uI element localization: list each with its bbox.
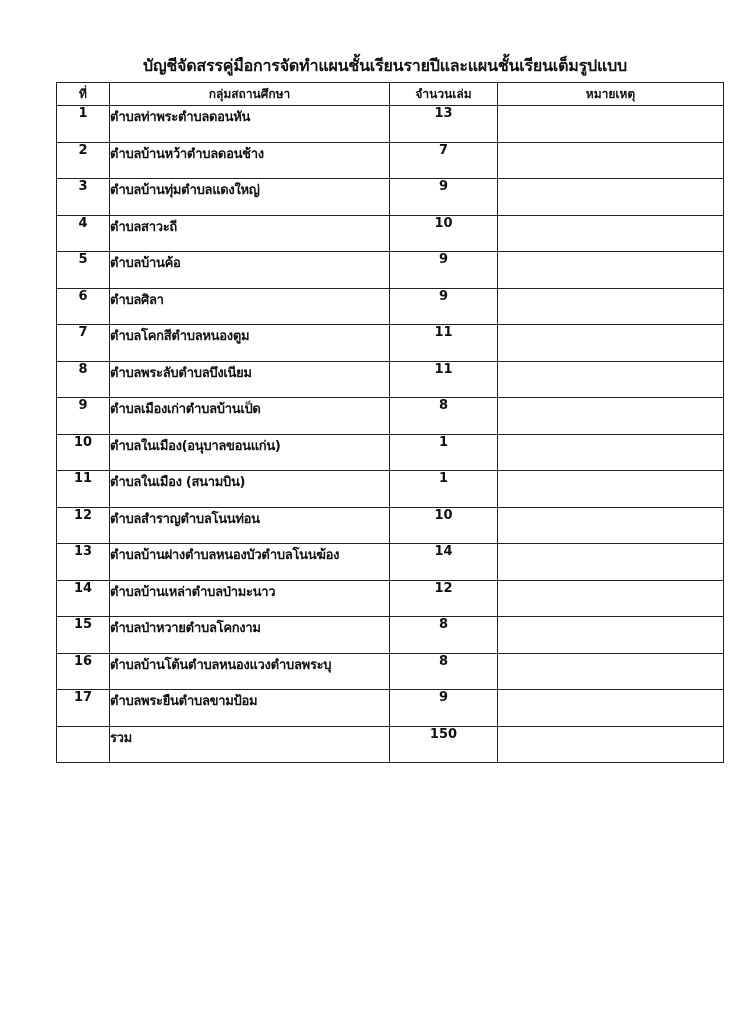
total-number-cell bbox=[57, 726, 110, 763]
table-row bbox=[57, 325, 724, 362]
row-quantity: 11 bbox=[390, 325, 498, 362]
row-group-name: ตำบลศิลา bbox=[110, 288, 390, 325]
row-quantity: 12 bbox=[390, 580, 498, 617]
row-number: 4 bbox=[57, 215, 110, 252]
row-quantity: 14 bbox=[390, 544, 498, 581]
row-group-name: ตำบลท่าพระตำบลดอนหัน bbox=[110, 106, 390, 143]
row-number: 17 bbox=[57, 690, 110, 727]
row-quantity: 1 bbox=[390, 471, 498, 508]
row-remarks bbox=[498, 653, 724, 690]
table-row bbox=[57, 507, 724, 544]
row-quantity: 13 bbox=[390, 106, 498, 143]
table-row bbox=[57, 580, 724, 617]
row-remarks bbox=[498, 544, 724, 581]
table-row bbox=[57, 398, 724, 435]
row-remarks bbox=[498, 252, 724, 289]
row-number: 3 bbox=[57, 179, 110, 216]
row-group-name: ตำบลบ้านค้อ bbox=[110, 252, 390, 289]
total-remarks bbox=[498, 726, 724, 763]
row-group-name: ตำบลเมืองเก่าตำบลบ้านเป็ด bbox=[110, 398, 390, 435]
row-quantity: 9 bbox=[390, 690, 498, 727]
row-group-name: ตำบลสาวะถี bbox=[110, 215, 390, 252]
row-quantity: 9 bbox=[390, 252, 498, 289]
allocation-table bbox=[56, 82, 724, 763]
row-number: 12 bbox=[57, 507, 110, 544]
table-row bbox=[57, 690, 724, 727]
row-quantity: 8 bbox=[390, 653, 498, 690]
table-row bbox=[57, 142, 724, 179]
row-quantity: 1 bbox=[390, 434, 498, 471]
table-row bbox=[57, 215, 724, 252]
row-number: 8 bbox=[57, 361, 110, 398]
table-row bbox=[57, 288, 724, 325]
table-row bbox=[57, 106, 724, 143]
row-number: 11 bbox=[57, 471, 110, 508]
header-quantity: จำนวนเล่ม bbox=[390, 83, 498, 106]
row-quantity: 8 bbox=[390, 617, 498, 654]
row-number: 9 bbox=[57, 398, 110, 435]
row-number: 15 bbox=[57, 617, 110, 654]
row-quantity: 9 bbox=[390, 179, 498, 216]
row-quantity: 10 bbox=[390, 215, 498, 252]
row-remarks bbox=[498, 142, 724, 179]
row-group-name: ตำบลบ้านทุ่มตำบลแดงใหญ่ bbox=[110, 179, 390, 216]
row-group-name: ตำบลสำราญตำบลโนนท่อน bbox=[110, 507, 390, 544]
row-number: 7 bbox=[57, 325, 110, 362]
row-remarks bbox=[498, 179, 724, 216]
row-group-name: ตำบลป่าหวายตำบลโคกงาม bbox=[110, 617, 390, 654]
table-row bbox=[57, 653, 724, 690]
row-group-name: ตำบลบ้านโต้นตำบลหนองแวงตำบลพระบุ bbox=[110, 653, 390, 690]
row-remarks bbox=[498, 617, 724, 654]
row-quantity: 7 bbox=[390, 142, 498, 179]
row-quantity: 8 bbox=[390, 398, 498, 435]
total-row bbox=[57, 726, 724, 763]
row-group-name: ตำบลบ้านฝางตำบลหนองบัวตำบลโนนฆ้อง bbox=[110, 544, 390, 581]
row-group-name: ตำบลในเมือง (สนามบิน) bbox=[110, 471, 390, 508]
row-remarks bbox=[498, 215, 724, 252]
row-number: 13 bbox=[57, 544, 110, 581]
row-remarks bbox=[498, 325, 724, 362]
header-no: ที่ bbox=[57, 83, 110, 106]
row-group-name: ตำบลพระลับตำบลบึงเนียม bbox=[110, 361, 390, 398]
row-group-name: ตำบลบ้านเหล่าตำบลป่ามะนาว bbox=[110, 580, 390, 617]
total-quantity: 150 bbox=[390, 726, 498, 763]
row-number: 16 bbox=[57, 653, 110, 690]
row-group-name: ตำบลบ้านหว้าตำบลดอนช้าง bbox=[110, 142, 390, 179]
row-number: 2 bbox=[57, 142, 110, 179]
row-group-name: ตำบลโคกสีตำบลหนองตูม bbox=[110, 325, 390, 362]
row-group-name: ตำบลในเมือง(อนุบาลขอนแก่น) bbox=[110, 434, 390, 471]
row-number: 1 bbox=[57, 106, 110, 143]
row-number: 10 bbox=[57, 434, 110, 471]
row-quantity: 11 bbox=[390, 361, 498, 398]
table-row bbox=[57, 617, 724, 654]
row-remarks bbox=[498, 471, 724, 508]
row-number: 14 bbox=[57, 580, 110, 617]
table-row bbox=[57, 544, 724, 581]
row-number: 5 bbox=[57, 252, 110, 289]
total-label: รวม bbox=[110, 726, 390, 763]
row-quantity: 9 bbox=[390, 288, 498, 325]
row-remarks bbox=[498, 288, 724, 325]
row-remarks bbox=[498, 361, 724, 398]
table-body bbox=[57, 106, 724, 763]
table-header-row bbox=[57, 83, 724, 106]
table-row bbox=[57, 361, 724, 398]
row-remarks bbox=[498, 398, 724, 435]
row-quantity: 10 bbox=[390, 507, 498, 544]
row-remarks bbox=[498, 106, 724, 143]
row-number: 6 bbox=[57, 288, 110, 325]
table-row bbox=[57, 471, 724, 508]
row-group-name: ตำบลพระยืนตำบลขามป้อม bbox=[110, 690, 390, 727]
row-remarks bbox=[498, 690, 724, 727]
header-remarks: หมายเหตุ bbox=[498, 83, 724, 106]
row-remarks bbox=[498, 580, 724, 617]
table-row bbox=[57, 434, 724, 471]
table-row bbox=[57, 252, 724, 289]
row-remarks bbox=[498, 434, 724, 471]
table-row bbox=[57, 179, 724, 216]
header-group: กลุ่มสถานศึกษา bbox=[110, 83, 390, 106]
document-title: บัญชีจัดสรรคู่มือการจัดทำแผนชั้นเรียนรายปีและแผนชั้นเรียนเต็มรูปแบบ bbox=[143, 56, 627, 75]
row-remarks bbox=[498, 507, 724, 544]
